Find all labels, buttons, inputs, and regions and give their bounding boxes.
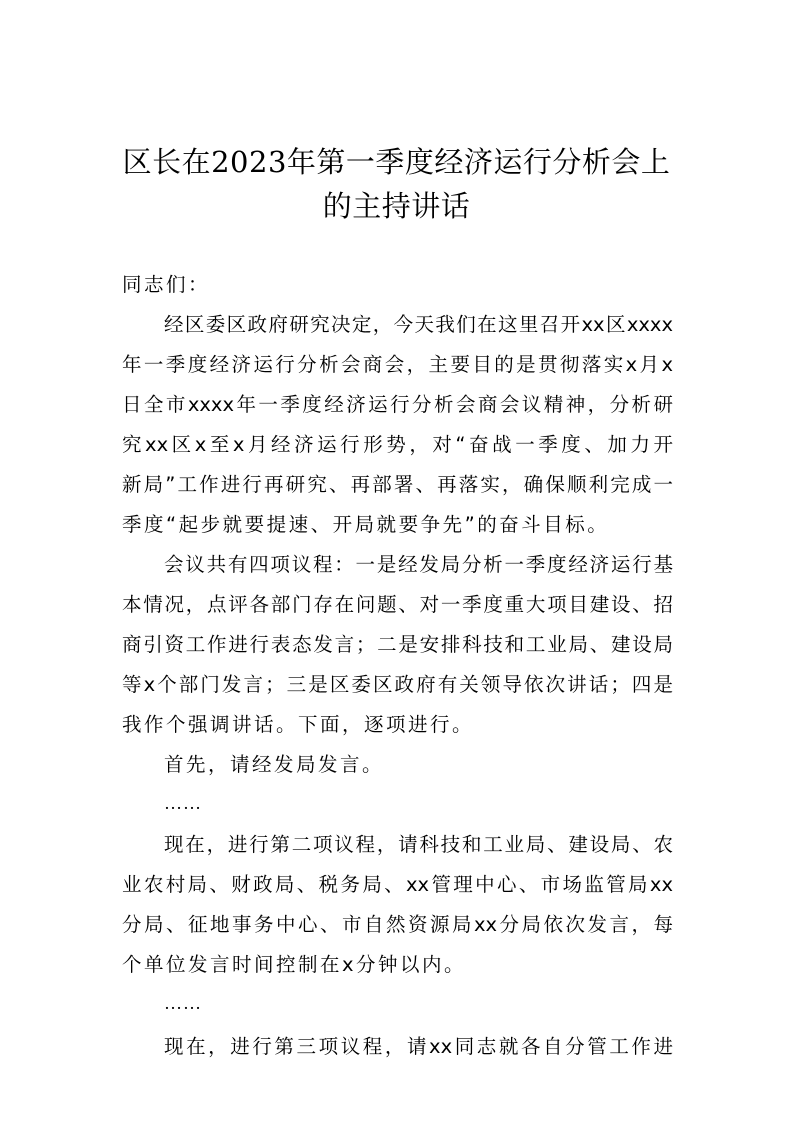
paragraph-2-line-4: 等x个部门发言；三是区委区政府有关领导依次讲话；四是: [122, 673, 673, 696]
paragraph-1-line-3: 日全市xxxx年一季度经济运行分析会商会议精神，分析研: [122, 393, 673, 416]
title-line-1: 区长在2023年第一季度经济运行分析会上: [122, 145, 671, 179]
document-title: [100, 140, 693, 228]
salutation: 同志们：: [122, 273, 211, 296]
paragraph-2-line-2: 本情况，点评各部门存在问题、对一季度重大项目建设、招: [122, 593, 673, 616]
paragraph-3-line-1: 首先，请经发局发言。: [164, 753, 385, 776]
paragraph-1-line-6: 季度“起步就要提速、开局就要争先”的奋斗目标。: [122, 513, 610, 536]
paragraph-4-line-4: 个单位发言时间控制在x分钟以内。: [122, 953, 467, 976]
paragraph-4-line-1: 现在，进行第二项议程，请科技和工业局、建设局、农: [164, 833, 673, 856]
ellipsis-1: ……: [164, 793, 202, 813]
ellipsis-2: ……: [164, 993, 202, 1013]
paragraph-2-line-1: 会议共有四项议程：一是经发局分析一季度经济运行基: [164, 553, 673, 576]
title-line-2: 的主持讲话: [322, 189, 471, 223]
paragraph-4-line-2: 业农村局、财政局、税务局、xx管理中心、市场监管局xx: [122, 873, 673, 896]
paragraph-1-line-1: 经区委区政府研究决定，今天我们在这里召开xx区xxxx: [164, 313, 673, 336]
paragraph-2-line-3: 商引资工作进行表态发言；二是安排科技和工业局、建设局: [122, 633, 673, 656]
paragraph-1-line-5: 新局”工作进行再研究、再部署、再落实，确保顺利完成一: [122, 473, 673, 496]
paragraph-4-line-3: 分局、征地事务中心、市自然资源局xx分局依次发言，每: [122, 913, 673, 936]
paragraph-1-line-4: 究xx区x至x月经济运行形势，对“奋战一季度、加力开: [122, 433, 673, 456]
paragraph-2-line-5: 我作个强调讲话。下面，逐项进行。: [122, 713, 475, 736]
paragraph-5-line-1: 现在，进行第三项议程，请xx同志就各自分管工作进: [164, 1035, 673, 1058]
paragraph-1-line-2: 年一季度经济运行分析会商会，主要目的是贯彻落实x月x: [122, 353, 673, 376]
